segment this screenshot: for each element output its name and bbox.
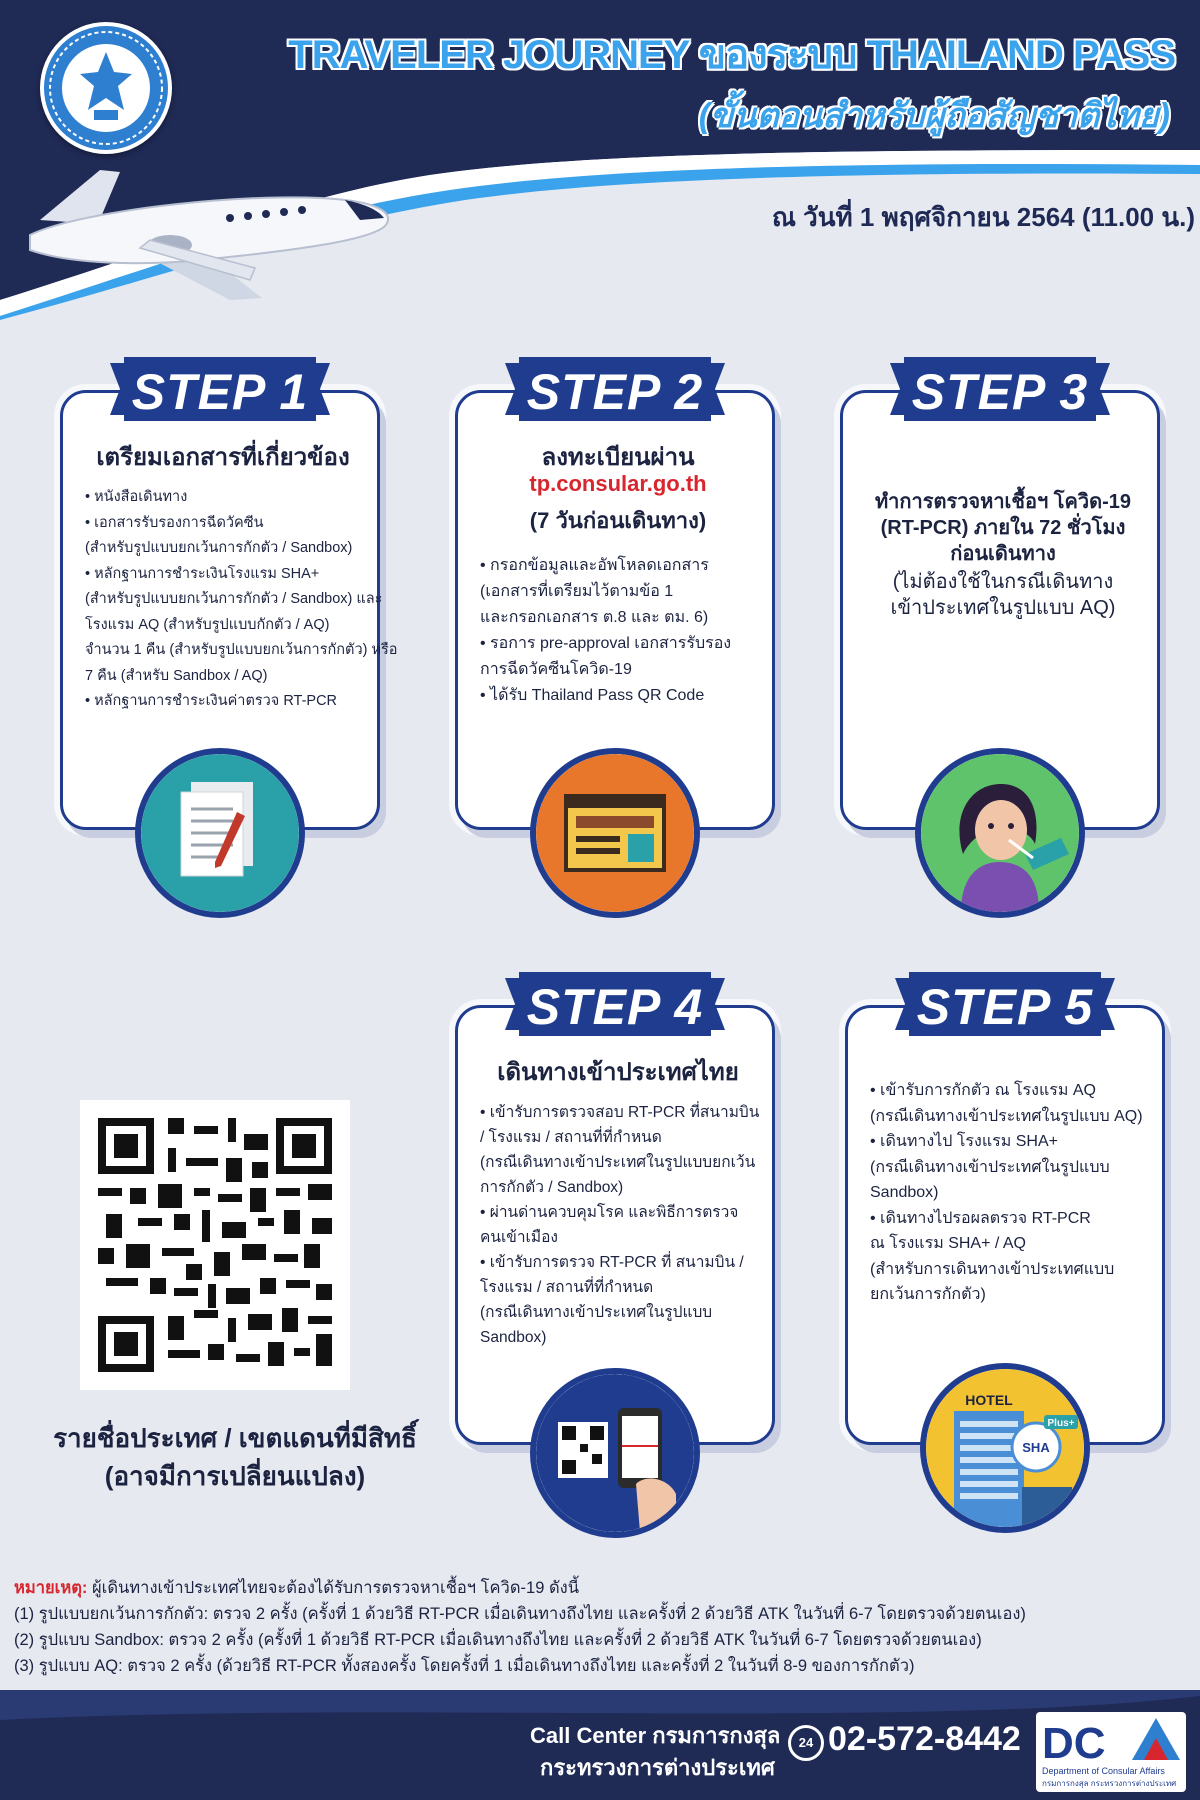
step-2-card — [455, 364, 775, 830]
step-4-line: (กรณีเดินทางเข้าประเทศในรูปแบบ — [480, 1304, 713, 1321]
step-1-line: 7 คืน (สำหรับ Sandbox / AQ) — [85, 667, 268, 684]
step-4-title: เดินทางเข้าประเทศไทย — [497, 1059, 739, 1086]
step-5-line: (กรณีเดินทางเข้าประเทศในรูปแบบ — [870, 1158, 1110, 1176]
step-1-ribbon — [100, 353, 340, 425]
step-5-card — [845, 979, 1165, 1455]
ministry-label: กระทรวงการต่างประเทศ — [540, 1755, 775, 1780]
ministry-seal-logo — [40, 22, 172, 154]
step-2-subtitle: (7 วันก่อนเดินทาง) — [529, 508, 707, 533]
step-2-label: STEP 2 — [526, 364, 704, 420]
sha-badge-text: SHA — [1022, 1440, 1050, 1455]
note-item: (2) รูปแบบ Sandbox: ตรวจ 2 ครั้ง (ครั้งที่ 1 ด้วยวิธี RT-PCR เมื่อเดินทางถึงไทย และครั้งที่ 2 ด้วยวิธี ATK ในวันที่ 6-7 โดยตรวจด้วยตนเอง) — [14, 1631, 982, 1649]
step-4-body — [480, 1100, 770, 1350]
phone-number[interactable]: 02-572-8442 — [828, 1720, 1021, 1758]
step-1-card — [60, 364, 398, 830]
notes-label: หมายเหตุ: — [14, 1579, 88, 1597]
step-2-line: และกรอกเอกสาร ต.8 และ ตม. 6) — [480, 609, 709, 626]
step-3-note-text — [853, 569, 1153, 621]
step-3-ribbon — [880, 353, 1120, 425]
dca-logo-subtitle: Department of Consular Affairs — [1042, 1766, 1165, 1776]
step-2-line: การฉีดวัคซีนโควิด-19 — [480, 661, 632, 678]
step-3-main-text — [853, 489, 1153, 567]
step-3-bold-line: ทำการตรวจหาเชื้อฯ โควิด-19 — [874, 491, 1132, 513]
step-1-line: (สำหรับรูปแบบยกเว้นการกักตัว / Sandbox) — [85, 540, 353, 556]
step-1-line: โรงแรม AQ (สำหรับรูปแบบกักตัว / AQ) — [85, 616, 330, 633]
note-item: (3) รูปแบบ AQ: ตรวจ 2 ครั้ง (ด้วยวิธี RT-PCR ทั้งสองครั้ง โดยครั้งที่ 1 เมื่อเดินทางถึงไทย และครั้งที่ 2 ในวันที่ 8-9 ของการกักตัว) — [14, 1657, 915, 1675]
step-5-line: ยกเว้นการกักตัว) — [870, 1286, 986, 1303]
step-1-line: • หนังสือเดินทาง — [85, 489, 188, 505]
step-5-line: • เดินทางไปรอผลตรวจ RT-PCR — [870, 1209, 1091, 1227]
step-3-line: (ไม่ต้องใช้ในกรณีเดินทาง — [892, 571, 1114, 593]
phone-24h-icon: 24 — [788, 1725, 824, 1761]
step-3-card — [840, 364, 1160, 830]
step-4-card — [455, 979, 775, 1445]
qr-code[interactable] — [80, 1100, 350, 1390]
step-3-label: STEP 3 — [911, 364, 1089, 420]
dca-logo-subtitle-thai: กรมการกงสุล กระทรวงการต่างประเทศ — [1042, 1779, 1177, 1788]
step-1-line: (สำหรับรูปแบบยกเว้นการกักตัว / Sandbox) และ — [85, 591, 383, 607]
step-3-line: เข้าประเทศในรูปแบบ AQ) — [890, 597, 1116, 619]
step-5-ribbon — [885, 968, 1125, 1040]
hotel-icon — [920, 1363, 1090, 1533]
step-2-line: • รอการ pre-approval เอกสารรับรอง — [480, 635, 732, 652]
step-2-link[interactable]: tp.consular.go.th — [529, 471, 707, 496]
step-5-line: • เข้ารับการกักตัว ณ โรงแรม AQ — [870, 1082, 1096, 1099]
step-2-title: ลงทะเบียนผ่าน — [541, 444, 695, 471]
step-4-line: (กรณีเดินทางเข้าประเทศในรูปแบบยกเว้น — [480, 1154, 756, 1171]
step-1-line: • หลักฐานการชำระเงินโรงแรม SHA+ — [85, 565, 320, 582]
step-4-ribbon — [495, 968, 735, 1040]
notes-section — [14, 1575, 1184, 1679]
notes-header — [14, 1575, 1184, 1601]
step-4-line: คนเข้าเมือง — [480, 1229, 558, 1246]
plus-badge-text: Plus+ — [1047, 1418, 1075, 1429]
step-2-line: (เอกสารที่เตรียมไว้ตามข้อ 1 — [480, 583, 674, 600]
step-2-body — [480, 553, 770, 709]
step-4-line: • ผ่านด่านควบคุมโรค และพิธีการตรวจ — [480, 1204, 739, 1221]
step-2-line: • ได้รับ Thailand Pass QR Code — [480, 687, 705, 704]
nasal-swab-test-icon — [915, 748, 1085, 918]
step-4-line: • เข้ารับการตรวจสอบ RT-PCR ที่สนามบิน — [480, 1104, 760, 1121]
browser-window-icon — [530, 748, 700, 918]
document-icon — [135, 748, 305, 918]
qr-caption-note: (อาจมีการเปลี่ยนแปลง) — [104, 1461, 366, 1491]
page-subtitle: (ขั้นตอนสำหรับผู้ถือสัญชาติไทย) — [698, 97, 1170, 135]
step-1-line: จำนวน 1 คืน (สำหรับรูปแบบยกเว้นการกักตัว) หรือ — [85, 642, 398, 658]
step-5-body — [870, 1078, 1160, 1308]
step-2-ribbon — [495, 353, 735, 425]
step-1-label: STEP 1 — [131, 364, 309, 420]
step-5-line: (กรณีเดินทางเข้าประเทศในรูปแบบ AQ) — [870, 1107, 1143, 1125]
step-5-line: (สำหรับการเดินทางเข้าประเทศแบบ — [870, 1260, 1115, 1278]
step-1-line: • หลักฐานการชำระเงินค่าตรวจ RT-PCR — [85, 693, 338, 709]
step-4-line: Sandbox) — [480, 1329, 547, 1346]
hotel-sign-text: HOTEL — [965, 1392, 1013, 1408]
step-1-title: เตรียมเอกสารที่เกี่ยวข้อง — [96, 444, 350, 471]
step-1-body — [85, 485, 398, 715]
step-3-bold-line: ก่อนเดินทาง — [950, 543, 1056, 565]
dca-logo-text: DC — [1042, 1719, 1106, 1768]
step-4-line: / โรงแรม / สถานที่ที่กำหนด — [480, 1129, 662, 1146]
step-4-line: การกักตัว / Sandbox) — [480, 1179, 624, 1196]
step-5-line: Sandbox) — [870, 1184, 939, 1201]
step-4-line: • เข้ารับการตรวจ RT-PCR ที่ สนามบิน / — [480, 1254, 744, 1271]
step-2-line: • กรอกข้อมูลและอัพโหลดเอกสาร — [480, 557, 709, 574]
step-5-label: STEP 5 — [916, 979, 1094, 1035]
qr-caption: รายชื่อประเทศ / เขตแดนที่มีสิทธิ์ — [53, 1423, 417, 1453]
airplane-illustration — [0, 140, 420, 310]
notes-intro: ผู้เดินทางเข้าประเทศไทยจะต้องได้รับการตรวจหาเชื้อฯ โควิด-19 ดังนี้ — [87, 1579, 580, 1597]
step-3-bold-line: (RT-PCR) ภายใน 72 ชั่วโมง — [880, 517, 1126, 539]
step-4-line: โรงแรม / สถานที่ที่กำหนด — [480, 1279, 654, 1296]
dca-logo — [1036, 1712, 1186, 1792]
call-center-label: Call Center กรมการกงสุล — [530, 1723, 781, 1748]
qr-code-image — [98, 1118, 332, 1372]
step-5-line: • เดินทางไป โรงแรม SHA+ — [870, 1133, 1058, 1150]
phone-qr-scan-icon — [530, 1368, 700, 1538]
as-of-date: ณ วันที่ 1 พฤศจิกายน 2564 (11.00 น.) — [771, 202, 1195, 232]
step-5-line: ณ โรงแรม SHA+ / AQ — [870, 1235, 1026, 1252]
page-title: TRAVELER JOURNEY ของระบบ THAILAND PASS — [288, 33, 1175, 77]
note-item: (1) รูปแบบยกเว้นการกักตัว: ตรวจ 2 ครั้ง (ครั้งที่ 1 ด้วยวิธี RT-PCR เมื่อเดินทางถึงไทย และครั้งที่ 2 ด้วยวิธี ATK ในวันที่ 6-7 โดยตรวจด้วยตนเอง) — [14, 1605, 1026, 1623]
step-4-label: STEP 4 — [526, 979, 704, 1035]
step-1-line: • เอกสารรับรองการฉีดวัคซีน — [85, 514, 264, 531]
